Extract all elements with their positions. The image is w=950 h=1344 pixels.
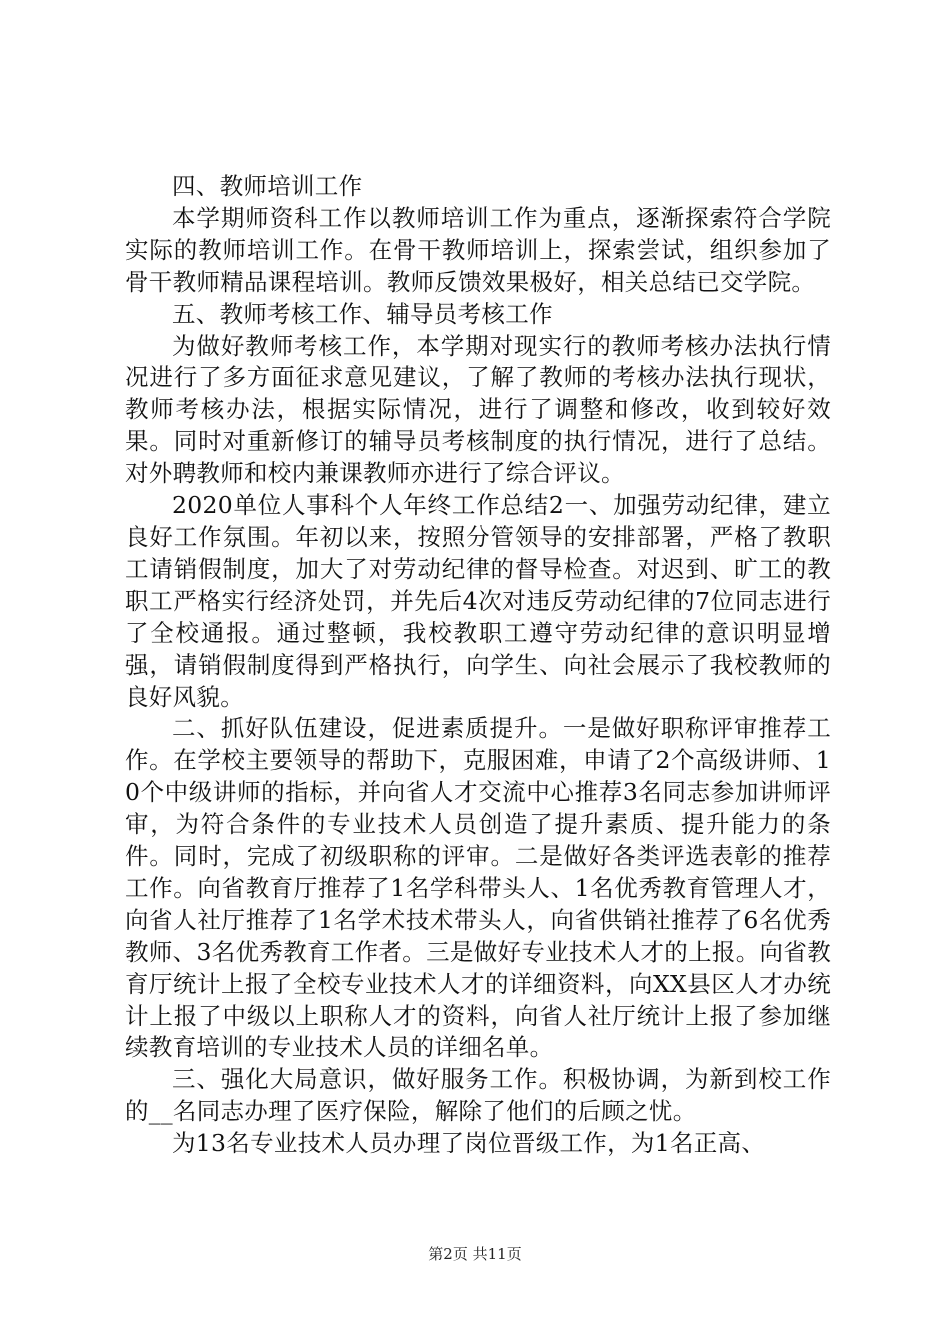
section-heading-assessment: 五、教师考核工作、辅导员考核工作 xyxy=(172,299,553,328)
paragraph-assessment: 为做好教师考核工作，本学期对现实行的教师考核办法执行情况进行了多方面征求意见建议，了解了教师的考核办法执行现状，教师考核办法，根据实际情况，进行了调整和修改，收到较好效果。同时对重新修订的辅导员考核制度的执行情况，进行了总结。对外聘教师和校内兼课教师亦进行了综合评议。 xyxy=(125,331,831,488)
paragraph-teacher-training: 本学期师资科工作以教师培训工作为重点，逐渐探索符合学院实际的教师培训工作。在骨干教师培训上，探索尝试，组织参加了骨干教师精品课程培训。教师反馈效果极好，相关总结已交学院。 xyxy=(125,203,831,296)
document-body xyxy=(125,171,831,1160)
paragraph-promotion: 为13名专业技术人员办理了岗位晋级工作，为1名正高、 xyxy=(172,1129,766,1158)
page-number-footer: 第2页 共11页 xyxy=(428,1245,522,1263)
paragraph-team-building: 二、抓好队伍建设，促进素质提升。一是做好职称评审推荐工作。在学校主要领导的帮助下，克服困难，申请了2个高级讲师、10个中级讲师的指标，并向省人才交流中心推荐3名同志参加讲师评审，为符合条件的专业技术人员创造了提升素质、提升能力的条件。同时，完成了初级职称的评审。二是做好各类评选表彰的推荐工作。向省教育厅推荐了1名学科带头人、1名优秀教育管理人才，向省人社厅推荐了1名学术技术带头人，向省供销社推荐了6名优秀教师、3名优秀教育工作者。三是做好专业技术人才的上报。向省教育厅统计上报了全校专业技术人才的详细资料，向XX县区人才办统计上报了中级以上职称人才的资料，向省人社厅统计上报了参加继续教育培训的专业技术人员的详细名单。 xyxy=(125,714,831,1062)
paragraph-service-work: 三、强化大局意识，做好服务工作。积极协调，为新到校工作的__名同志办理了医疗保险，解除了他们的后顾之忧。 xyxy=(125,1065,831,1126)
section-heading-teacher-training: 四、教师培训工作 xyxy=(172,172,363,200)
paragraph-labor-discipline: 2020单位人事科个人年终工作总结2一、加强劳动纪律，建立良好工作氛围。年初以来，按照分管领导的安排部署，严格了教职工请销假制度，加大了对劳动纪律的督导检查。对迟到、旷工的教职工严格实行经济处罚，并先后4次对违反劳动纪律的7位同志进行了全校通报。通过整顿，我校教职工遵守劳动纪律的意识明显增强，请销假制度得到严格执行，向学生、向社会展示了我校教师的良好风貌。 xyxy=(125,491,831,711)
